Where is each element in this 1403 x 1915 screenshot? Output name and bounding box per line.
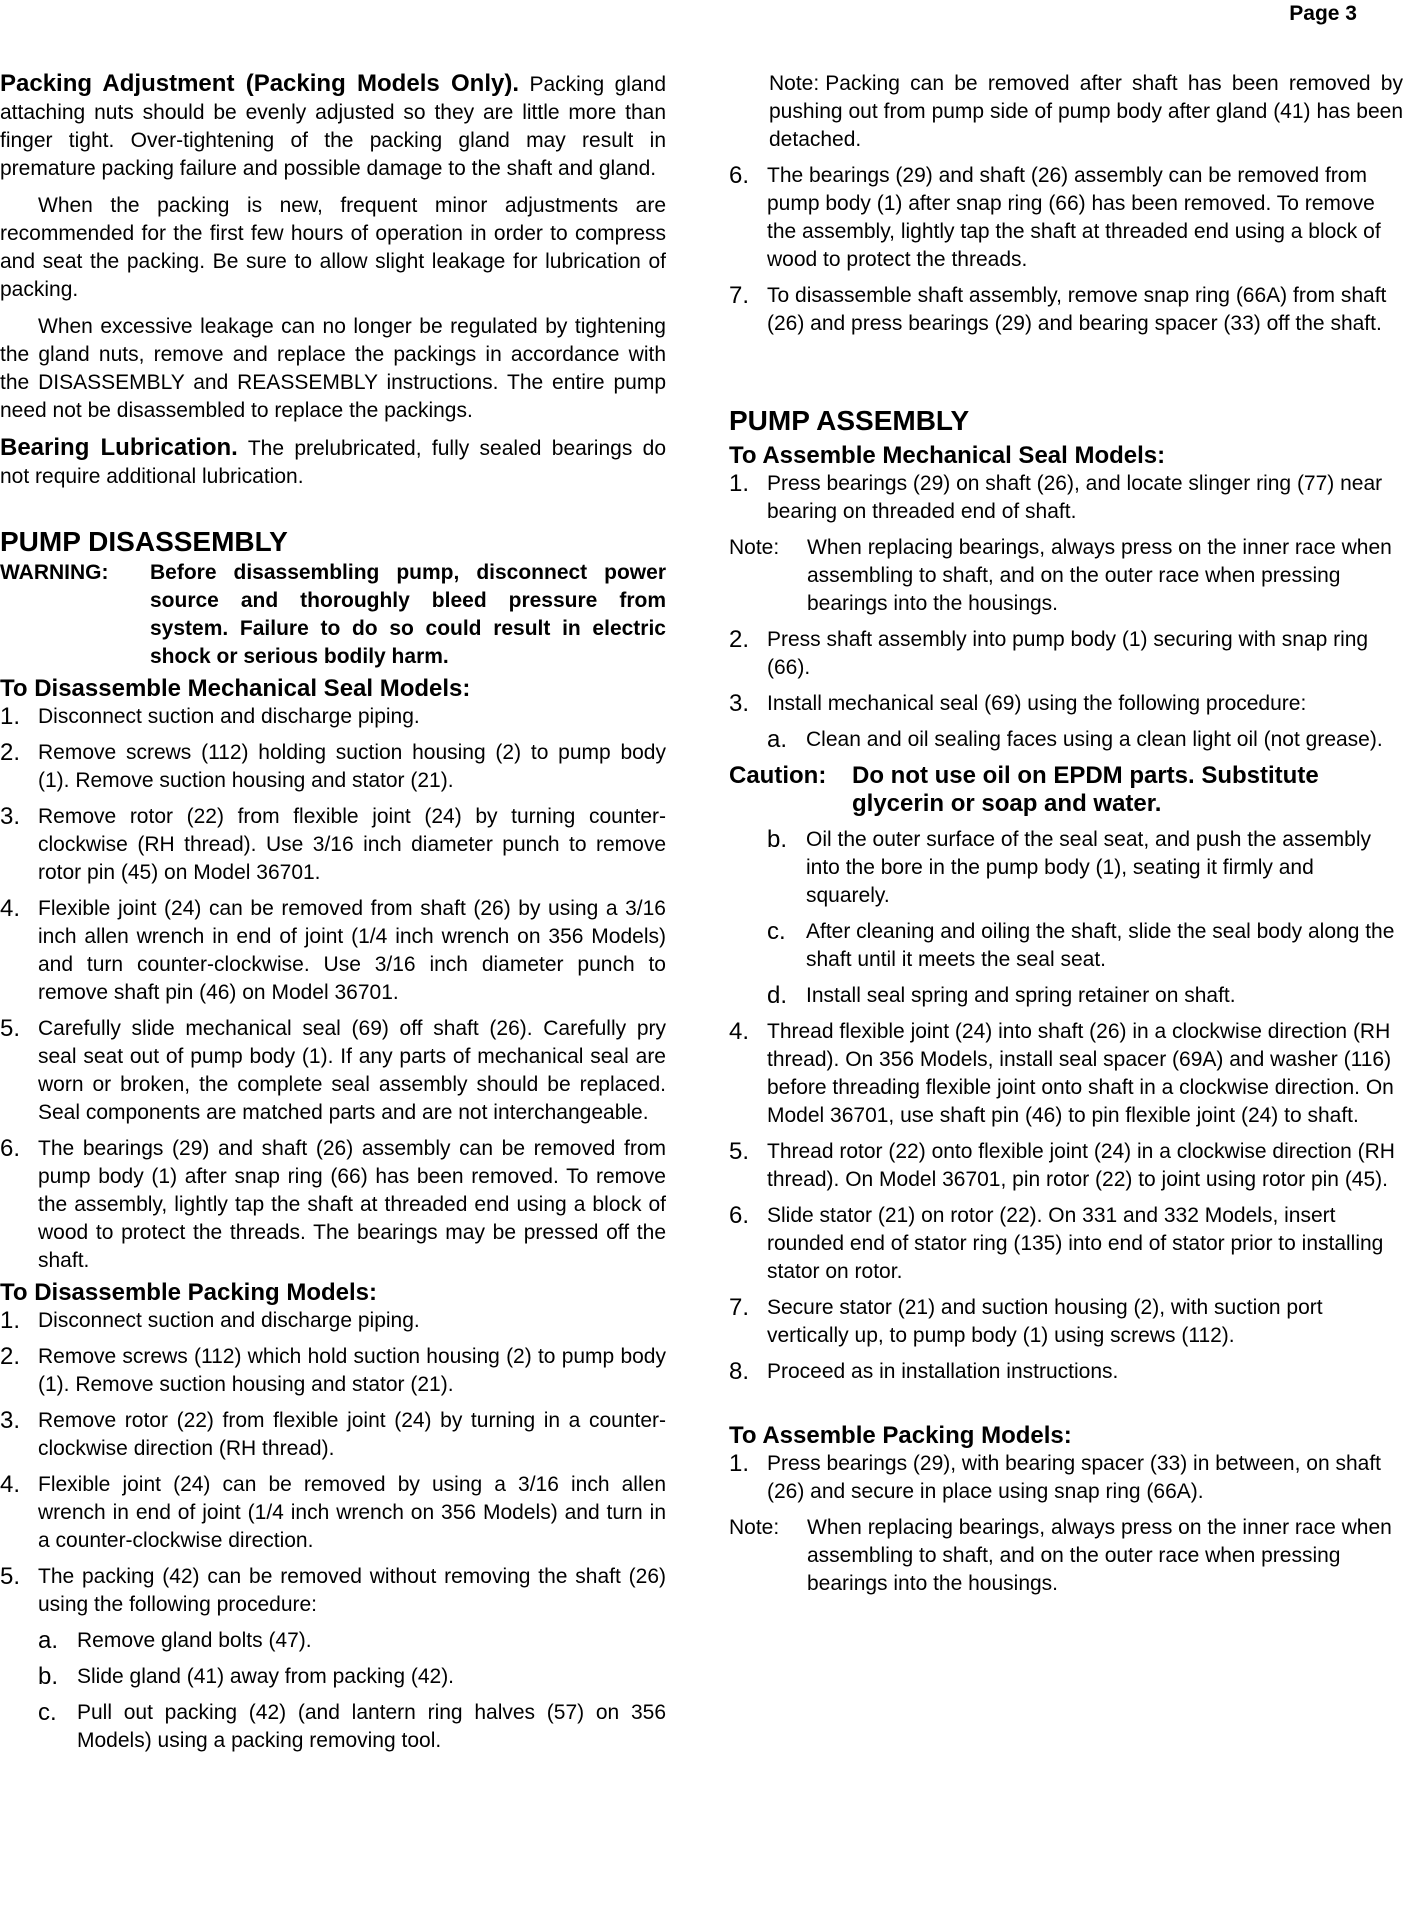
step-text: Remove rotor (22) from flexible joint (24) by turning in a counter-clockwise direction (RH thread).: [38, 1409, 666, 1460]
step-text: Press bearings (29) on shaft (26), and locate slinger ring (77) near bearing on threaded end of shaft.: [767, 472, 1383, 523]
note-text: Packing can be removed after shaft has been removed by pushing out from pump side of pump body after gland (41) has been detached.: [769, 72, 1403, 151]
list-item: [0, 895, 666, 1007]
step-text: Disconnect suction and discharge piping.: [38, 705, 420, 728]
substep-text: Remove gland bolts (47).: [77, 1629, 312, 1652]
step-number: 4.: [0, 895, 21, 922]
pump-disassembly-title: PUMP DISASSEMBLY: [0, 526, 288, 557]
substep-letter: c.: [38, 1699, 57, 1726]
step-text: Install mechanical seal (69) using the following procedure:: [767, 692, 1307, 715]
list-item: [0, 1307, 666, 1335]
list-subitem: [0, 1699, 666, 1755]
list-item: [729, 1450, 1403, 1506]
caution-block: [729, 762, 1403, 818]
step-text: Remove screws (112) which hold suction housing (2) to pump body (1). Remove suction housing and stator (21).: [38, 1345, 666, 1396]
warning-block: [0, 559, 666, 671]
note-label: Note:: [729, 1516, 780, 1539]
substep-text: Slide gland (41) away from packing (42).: [77, 1665, 455, 1688]
step-text: Proceed as in installation instructions.: [767, 1360, 1119, 1383]
list-item: [0, 1135, 666, 1275]
step-number: 1.: [729, 470, 750, 497]
step-number: 6.: [729, 1202, 750, 1229]
substep-text: Clean and oil sealing faces using a clean light oil (not grease).: [806, 728, 1383, 751]
list-subitem: [729, 826, 1403, 910]
step-text: Thread flexible joint (24) into shaft (26) in a clockwise direction (RH thread). On 356 Models, install seal spacer (69A) and washer (116) before threading flexible joint onto shaft in a clockwise direction. On Model 36701, use shaft pin (46) to pin flexible joint (24) to shaft.: [767, 1020, 1394, 1127]
caution-label: Caution:: [729, 762, 827, 789]
step-number: 2.: [0, 1343, 21, 1370]
caution-text: Do not use oil on EPDM parts. Substitute glycerin or soap and water.: [852, 762, 1319, 817]
substep-letter: c.: [767, 918, 786, 945]
list-subitem: [729, 982, 1403, 1010]
list-item: [0, 1015, 666, 1127]
list-subitem: [729, 726, 1403, 754]
list-item: [0, 1563, 666, 1619]
step-number: 1.: [729, 1450, 750, 1477]
substep-letter: a.: [767, 726, 788, 753]
step-text: Flexible joint (24) can be removed from shaft (26) by using a 3/16 inch allen wrench in end of joint (1/4 inch wrench on 356 Models) and turn counter-clockwise. Use 3/16 inch diameter punch to remove shaft pin (46) on Model 36701.: [38, 897, 666, 1004]
substep-text: Oil the outer surface of the seal seat, and push the assembly into the bore in the pump body (1), seating it firmly and squarely.: [806, 828, 1371, 907]
right-column: [729, 70, 1403, 1598]
step-number: 4.: [0, 1471, 21, 1498]
note-packing-removal: [729, 70, 1403, 154]
list-item: [729, 470, 1403, 526]
list-item: [729, 1358, 1403, 1386]
list-item: [729, 690, 1403, 718]
step-number: 6.: [0, 1135, 21, 1162]
page-number: Page 3: [1289, 2, 1357, 25]
list-item: [0, 1471, 666, 1555]
list-item: [729, 626, 1403, 682]
step-text: Flexible joint (24) can be removed by using a 3/16 inch allen wrench in end of joint (1/4 inch wrench on 356 Models) and turn in a counter-clockwise direction.: [38, 1473, 666, 1552]
step-text: Press bearings (29), with bearing spacer (33) in between, on shaft (26) and secure in place using snap ring (66A).: [767, 1452, 1381, 1503]
list-item: [729, 1018, 1403, 1130]
packing-adjustment-text: Packing gland attaching nuts should be evenly adjusted so they are little more than finger tight. Over-tightening of the packing gland may result in premature packing failure and possible damage to the shaft and gland.: [0, 73, 666, 180]
warning-label: WARNING:: [0, 561, 109, 584]
step-number: 3.: [729, 690, 750, 717]
substep-text: Install seal spring and spring retainer on shaft.: [806, 984, 1236, 1007]
disassemble-mech-seal-heading: To Disassemble Mechanical Seal Models:: [0, 675, 471, 702]
step-text: Press shaft assembly into pump body (1) securing with snap ring (66).: [767, 628, 1369, 679]
step-number: 8.: [729, 1358, 750, 1385]
note-text: When replacing bearings, always press on the inner race when assembling to shaft, and on the outer race when pressing bearings into the housings.: [807, 1516, 1392, 1595]
step-number: 2.: [0, 739, 21, 766]
disassemble-mech-seal-list: [0, 703, 666, 1275]
step-number: 4.: [729, 1018, 750, 1045]
packing-adjustment-paragraph: [0, 70, 666, 183]
disassemble-packing-list: [0, 1307, 666, 1755]
step-number: 7.: [729, 282, 750, 309]
bearing-lubrication-heading: Bearing Lubrication.: [0, 434, 238, 461]
substep-letter: d.: [767, 982, 788, 1009]
step-number: 5.: [729, 1138, 750, 1165]
step-number: 3.: [0, 803, 21, 830]
bearing-lubrication-text: The prelubricated, fully sealed bearings do not require additional lubrication.: [0, 437, 666, 488]
step-text: The bearings (29) and shaft (26) assembly can be removed from pump body (1) after snap ring (66) has been removed. To remove the assembly, lightly tap the shaft at threaded end using a block of wood to protect the threads.: [767, 164, 1381, 271]
warning-text: Before disassembling pump, disconnect power source and thoroughly bleed pressure from system. Failure to do so could result in electric shock or serious bodily harm.: [150, 561, 666, 668]
step-number: 5.: [0, 1563, 21, 1590]
list-item: [0, 739, 666, 795]
step-text: The bearings (29) and shaft (26) assembly can be removed from pump body (1) after snap ring (66) has been removed. To remove the assembly, lightly tap the shaft at threaded end using a block of wood to protect the threads. The bearings may be pressed off the shaft.: [38, 1137, 666, 1272]
list-item: [0, 1407, 666, 1463]
step-text: Thread rotor (22) onto flexible joint (24) in a clockwise direction (RH thread). On Model 36701, pin rotor (22) to joint using rotor pin (45).: [767, 1140, 1395, 1191]
step-text: Disconnect suction and discharge piping.: [38, 1309, 420, 1332]
note-text: When replacing bearings, always press on the inner race when assembling to shaft, and on the outer race when pressing bearings into the housings.: [807, 536, 1392, 615]
step-text: Slide stator (21) on rotor (22). On 331 and 332 Models, insert rounded end of stator ring (135) into end of stator prior to installing stator on rotor.: [767, 1204, 1384, 1283]
pump-assembly-title: PUMP ASSEMBLY: [729, 405, 970, 436]
substep-letter: a.: [38, 1627, 59, 1654]
list-item: [729, 1294, 1403, 1350]
step-text: Carefully slide mechanical seal (69) off shaft (26). Carefully pry seal seat out of pump body (1). If any parts of mechanical seal are worn or broken, the complete seal assembly should be replaced. Seal components are matched parts and are not interchangeable.: [38, 1017, 666, 1124]
step-number: 1.: [0, 1307, 21, 1334]
note-packing-bearings: [729, 1514, 1403, 1598]
assemble-mech-seal-heading: To Assemble Mechanical Seal Models:: [729, 442, 1166, 469]
packing-adjustment-heading: Packing Adjustment (Packing Models Only).: [0, 70, 519, 97]
list-item: [729, 282, 1403, 338]
substep-text: Pull out packing (42) (and lantern ring halves (57) on 356 Models) using a packing removing tool.: [77, 1701, 666, 1752]
list-item: [0, 1343, 666, 1399]
list-item: [729, 162, 1403, 274]
list-subitem: [0, 1663, 666, 1691]
step-text: To disassemble shaft assembly, remove snap ring (66A) from shaft (26) and press bearings (29) and bearing spacer (33) off the shaft.: [767, 284, 1387, 335]
list-item: [0, 803, 666, 887]
assemble-packing-heading: To Assemble Packing Models:: [729, 1422, 1072, 1449]
packing-leakage-paragraph: When excessive leakage can no longer be regulated by tightening the gland nuts, remove and replace the packings in accordance with the DISASSEMBLY and REASSEMBLY instructions. The entire pump need not be disassembled to replace the packings.: [0, 315, 666, 422]
step-number: 5.: [0, 1015, 21, 1042]
substep-text: After cleaning and oiling the shaft, slide the seal body along the shaft until it meets the seal seat.: [806, 920, 1395, 971]
note-label: Note:: [769, 72, 820, 95]
list-item: [0, 703, 666, 731]
step-number: 7.: [729, 1294, 750, 1321]
list-subitem: [729, 918, 1403, 974]
note-label: Note:: [729, 536, 780, 559]
substep-letter: b.: [38, 1663, 59, 1690]
bearing-lubrication-paragraph: [0, 434, 666, 491]
step-number: 1.: [0, 703, 21, 730]
list-subitem: [0, 1627, 666, 1655]
step-number: 3.: [0, 1407, 21, 1434]
step-text: Remove rotor (22) from flexible joint (24) by turning counter-clockwise (RH thread). Use 3/16 inch diameter punch to remove rotor pin (45) on Model 36701.: [38, 805, 666, 884]
left-column: [0, 70, 666, 1755]
step-text: The packing (42) can be removed without removing the shaft (26) using the following procedure:: [38, 1565, 666, 1616]
step-number: 2.: [729, 626, 750, 653]
list-item: [729, 1202, 1403, 1286]
step-text: Secure stator (21) and suction housing (2), with suction port vertically up, to pump body (1) using screws (112).: [767, 1296, 1323, 1347]
step-number: 6.: [729, 162, 750, 189]
disassemble-packing-heading: To Disassemble Packing Models:: [0, 1279, 378, 1306]
note-bearings: [729, 534, 1403, 618]
packing-new-paragraph: When the packing is new, frequent minor adjustments are recommended for the first few hours of operation in order to compress and seat the packing. Be sure to allow slight leakage for lubrication of packing.: [0, 194, 666, 301]
list-item: [729, 1138, 1403, 1194]
substep-letter: b.: [767, 826, 788, 853]
step-text: Remove screws (112) holding suction housing (2) to pump body (1). Remove suction housing and stator (21).: [38, 741, 666, 792]
